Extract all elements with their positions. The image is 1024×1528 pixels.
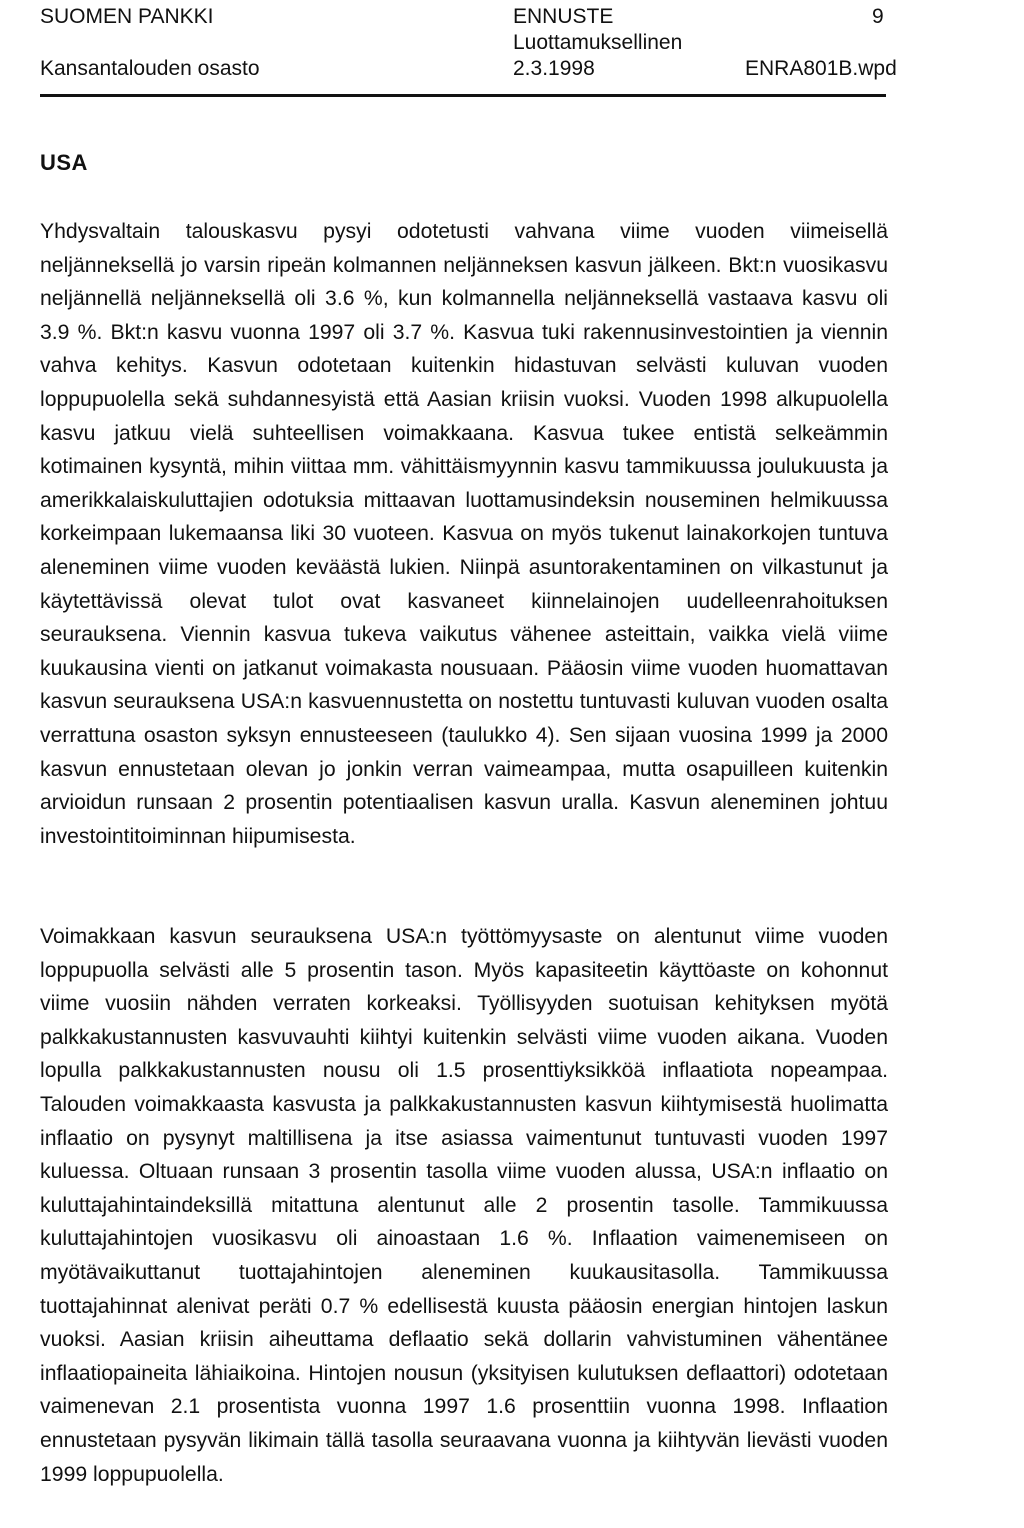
paragraph-2: Voimakkaan kasvun seurauksena USA:n työttömyysaste on alentunut viime vuoden loppupuolla selvästi alle 5 prosentin tason. Myös kapasiteetin käyttöaste on kohonnut viime vuosiin nähden verraten korkeaksi. Työllisyyden suotuisan kehityksen myötä palkkakustannusten kasvuvauhti kiihtyi kuitenkin selvästi viime vuoden aikana. Vuoden lopulla palkkakustannusten nousu oli 1.5 prosenttiyksikköä inflaatiota nopeampaa. Talouden voimakkaasta kasvusta ja palkkakustannusten kasvun kiihtymisestä huolimatta inflaatio on pysynyt maltillisena ja itse asiassa vaimentunut tuntuvasti vuoden 1997 kuluessa. Oltuaan runsaan 3 prosentin tasolla viime vuoden alussa, USA:n inflaatio on kuluttajahintaindeksillä mitattuna alentunut alle 2 prosentin tasolle. Tammikuussa kuluttajahintojen vuosikasvu oli ainoastaan 1.6 %. Inflaation vaimenemiseen on myötävaikuttanut tuottajahintojen aleneminen kuukausitasolla. Tammikuussa tuottajahinnat alenivat peräti 0.7 % edellisestä kuusta pääosin energian hintojen laskun vuoksi. Aasian kriisin aiheuttama deflaatio sekä dollarin vahvistuminen vähentänee inflaatiopaineita lähiaikoina. Hintojen nousun (yksityisen kulutuksen deflaattori) odotetaan vaimenevan 2.1 prosentista vuonna 1997 1.6 prosenttiin vuonna 1998. Inflaation ennustetaan pysyvän likimain tällä tasolla seuraavana vuonna ja kiihtyvän lievästi vuoden 1999 loppupuolella. [40,925,888,1486]
header-date: 2.3.1998 [513,57,595,80]
header-file-name: ENRA801B.wpd [745,57,897,80]
paragraph-1: Yhdysvaltain talouskasvu pysyi odotetusti vahvana viime vuoden viimeisellä neljänneksellä jo varsin ripeän kolmannen neljänneksen kasvun jälkeen. Bkt:n vuosikasvu neljännellä neljänneksellä oli 3.6 %, kun kolmannella neljänneksellä vastaava kasvu oli 3.9 %. Bkt:n kasvu vuonna 1997 oli 3.7 %. Kasvua tuki rakennusinvestointien ja viennin vahva kehitys. Kasvun odotetaan kuitenkin hidastuvan selvästi kuluvan vuoden loppupuolella sekä suhdannesyistä että Aasian kriisin vuoksi. Vuoden 1998 alkupuolella kasvu jatkuu vielä suhteellisen voimakkaana. Kasvua tukee entistä selkeämmin kotimainen kysyntä, mihin viittaa mm. vähittäismyynnin kasvu tammikuussa joulukuusta ja amerikkalaiskuluttajien odotuksia mittaavan luottamusindeksin nouseminen helmikuussa korkeimpaan lukemaansa liki 30 vuoteen. Kasvua on myös tukenut lainakorkojen tuntuva aleneminen viime vuoden keväästä lukien. Niinpä asuntorakentaminen on vilkastunut ja käytettävissä olevat tulot ovat kasvaneet kiinnelainojen uudelleenrahoituksen seurauksena. Viennin kasvua tukeva vaikutus vähenee asteittain, vaikka vielä viime kuukausina vienti on jatkanut voimakasta nousuaan. Pääosin viime vuoden huomattavan kasvun seurauksena USA:n kasvuennustetta on nostettu tuntuvasti kuluvan vuoden osalta verrattuna osaston syksyn ennusteeseen (taulukko 4). Sen sijaan vuosina 1999 ja 2000 kasvun ennustetaan olevan jo jonkin verran vaimeampaa, mutta osapuilleen kuitenkin arvioidun runsaan 2 prosentin potentiaalisen kasvun uralla. Kasvun aleneminen johtuu investointitoiminnan hiipumisesta. [40,220,888,848]
header-org: SUOMEN PANKKI [40,5,214,28]
header-page-number: 9 [872,5,884,28]
header-doc-type: ENNUSTE [513,5,614,28]
section-title: USA [40,150,88,175]
header-classification: Luottamuksellinen [513,31,683,54]
header-divider [40,94,886,97]
header-dept: Kansantalouden osasto [40,57,260,80]
